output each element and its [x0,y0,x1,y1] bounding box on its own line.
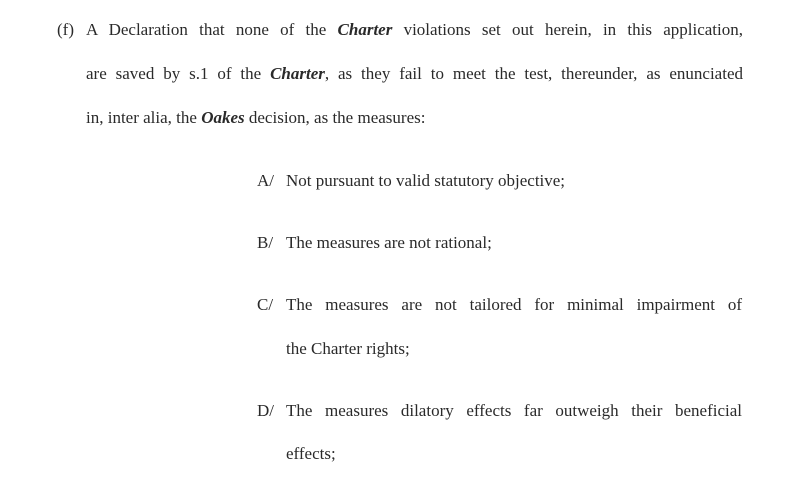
paragraph-label: (f) [57,20,74,39]
item-c-text-line-1: The measures are not tailored for minimal impairment of [286,295,742,314]
item-d-text-line-2: effects; [286,444,336,463]
charter-term: Charter [337,20,393,39]
item-d-label: D/ [257,401,274,420]
line-2-text-c: , as they fail to meet the test, thereunder, as enunciated [324,64,743,83]
item-c-text-line-2: the Charter rights; [286,339,410,358]
paragraph-line-2 [86,64,743,84]
item-a-label: A/ [257,171,274,190]
line-3-text-c: decision, as the measures: [244,108,426,127]
line-3-text-a: in, inter alia, the [86,108,202,127]
item-b-label: B/ [257,233,274,252]
item-a-text: Not pursuant to valid statutory objective; [286,171,566,190]
item-d-text-line-1: The measures dilatory effects far outweigh their beneficial [286,401,742,420]
line-1-text-c: violations set out herein, in this application, [392,20,743,39]
line-2-text-a: are saved by s.1 of the [86,64,271,83]
line-1-text-a: A Declaration that none of the [86,20,338,39]
item-b-text: The measures are not rational; [286,233,492,252]
paragraph-line-1 [86,20,743,40]
charter-term: Charter [270,64,325,83]
paragraph-line-3 [86,108,425,128]
oakes-term: Oakes [201,108,245,127]
item-c-label: C/ [257,295,274,314]
